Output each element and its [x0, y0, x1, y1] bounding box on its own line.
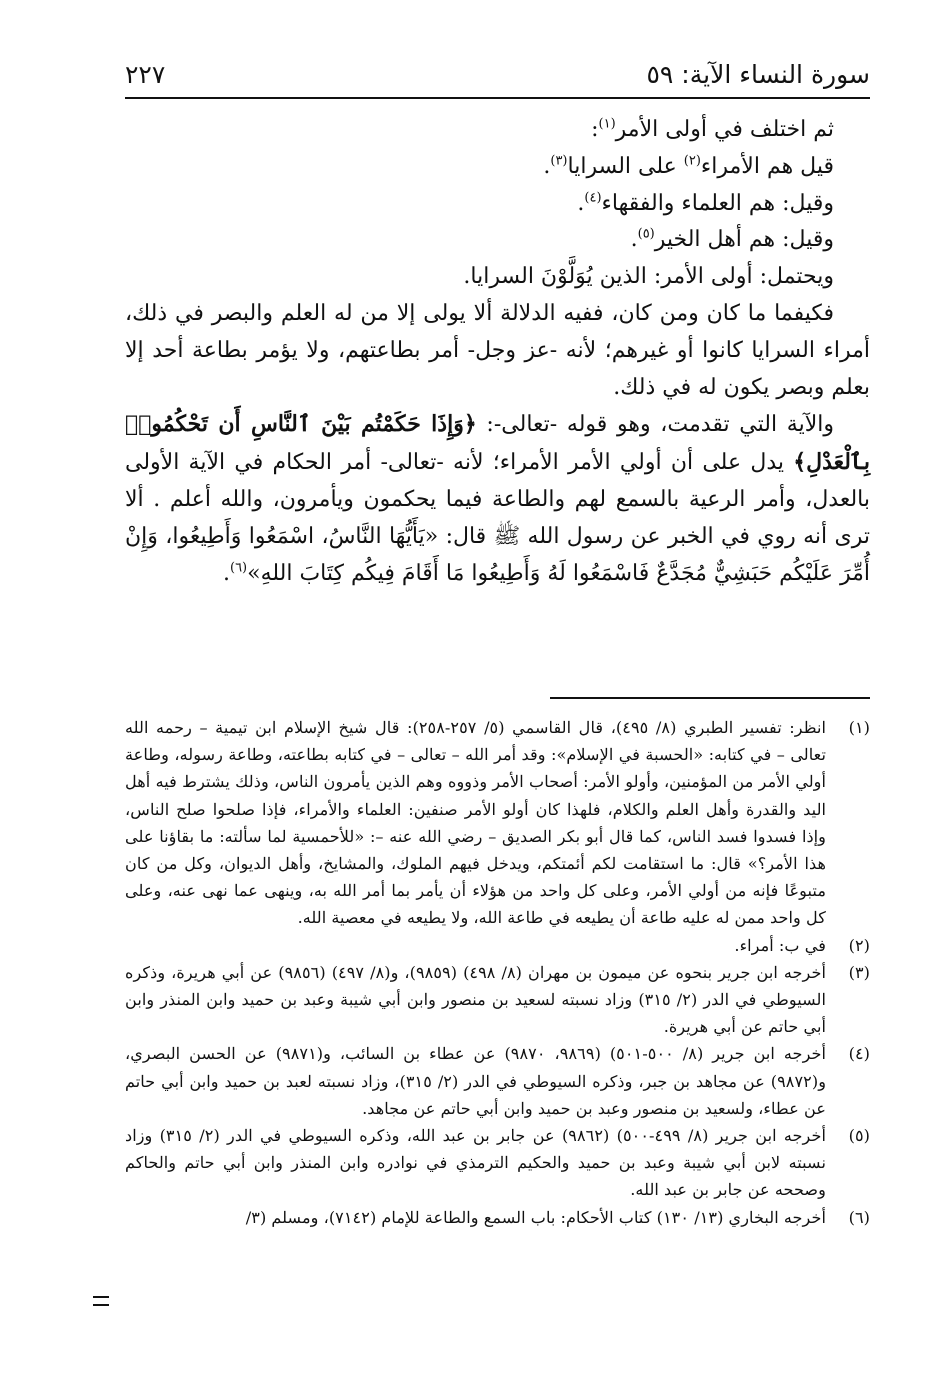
text-span: .	[543, 153, 551, 179]
footnote	[125, 932, 870, 959]
body-line	[125, 149, 870, 186]
main-text	[125, 112, 870, 592]
text-span: يدل على أن أولي الأمر الأمراء؛ لأنه -تعالى- أمر الحكام في الآية الأولى بالعدل، وأمر الرعية بالسمع لهم والطاعة فيما يحكمون ويأمرون، والله أعلم . ألا ترى أنه روي في الخبر عن رسول الله ﷺ قال: «يَأَيُّهَا النَّاسُ، اسْمَعُوا وَأَطِيعُوا، وَإِنْ أُمِّرَ عَلَيْكُم حَبَشِيٌّ مُجَدَّعٌ فَاسْمَعُوا لَهُ وَأَطِيعُوا مَا أَقَامَ فِيكُم كِتَابَ اللهِ»	[125, 450, 870, 586]
text-span: ثم اختلف في أولى الأمر	[615, 117, 834, 142]
text-span: :	[591, 117, 599, 142]
text-span: وقيل: هم العلماء والفقهاء	[601, 190, 834, 216]
page-number: ٢٢٧	[125, 60, 166, 89]
text-span: .	[630, 227, 638, 253]
footnote-text: أخرجه ابن جرير (٨/ ٤٩٩-٥٠٠) (٩٨٦٢) عن جابر بن عبد الله، وذكره السيوطي في الدر (٢/ ٣١٥) وزاد نسبته لابن أبي شيبة وعبد بن حميد والحكيم الترمذي في نوادره وابن المنذر وابن أبي حاتم والحاكم وصححه عن جابر بن عبد الله.	[125, 1126, 826, 1200]
footnote-ref: (٦)	[229, 560, 248, 576]
text-span: والآية التي تقدمت، وهو قوله -تعالى-:	[476, 412, 834, 438]
footnote-number: (٢)	[848, 935, 870, 955]
footnote	[125, 959, 870, 1041]
footnote	[125, 1040, 870, 1122]
footnote-ref: (٣)	[550, 153, 568, 169]
body-paragraph: فكيفما ما كان ومن كان، ففيه الدلالة ألا يولى إلا من له العلم والبصر في ذلك، أمراء السرايا كانوا أو غيرهم؛ لأنه -عز وجل- أمر بطاعتهم، ولا يؤمر بطاعة أحد إلا بعلم وبصر يكون له في ذلك.	[125, 300, 870, 400]
text-span: .	[577, 190, 585, 216]
header-title: سورة النساء الآية: ٥٩	[646, 60, 870, 89]
running-header	[125, 52, 870, 92]
body-line	[125, 186, 870, 223]
quran-verse: ﴿وَإِذَا حَكَمْتُم بَيْنَ ٱلنَّاسِ أَن تَحْكُمُوا۟ بِٱلْعَدْلِ﴾	[125, 411, 870, 476]
footnote-ref: (١)	[598, 116, 616, 132]
footnote-text: أخرجه ابن جرير (٨/ ٥٠٠-٥٠١) (٩٨٦٩، ٩٨٧٠) عن عطاء بن السائب، و(٩٨٧١) عن الحسن البصري، و(٩٨٧٢) عن مجاهد بن جبر، وذكره السيوطي في الدر (٢/ ٣١٥)، وزاد نسبته لعبد بن حميد وابن أبي حاتم عن عطاء، ولسعيد بن منصور وعبد بن حميد وابن أبي حاتم عن مجاهد.	[125, 1044, 827, 1118]
text-span: وقيل: هم أهل الخير	[654, 227, 834, 253]
body-paragraph	[125, 406, 870, 592]
footnote-number: (٤)	[848, 1044, 870, 1064]
footnote-text: في ب: أمراء.	[734, 935, 826, 955]
footnote-text: انظر: تفسير الطبري (٨/ ٤٩٥)، قال القاسمي (٥/ ٢٥٧-٢٥٨): قال شيخ الإسلام ابن تيمية – رحمه الله تعالى – في كتابه: «الحسبة في الإسلام»: وقد أمر الله – تعالى – في كتابه بطاعته، وطاعة رسوله، وطاعة أولي الأمر من المؤمنين، وأولو الأمر: أصحاب الأمر وذووه وهم الذين يأمرون الناس، وذلك يشترط فيه أهل اليد والقدرة وأهل العلم والكلام، فلهذا كان أولو الأمر صنفين: العلماء والأمراء، فإذا صلحوا صلح الناس، وإذا فسدوا فسد الناس، كما قال أبو بكر الصديق – رضي الله عنه –: «للأحمسية لما سألته: ما بقاؤنا على هذا الأمر؟» قال: ما استقامت لكم أئمتكم، ويدخل فيهم الملوك، والمشايخ، وأهل الديوان، وكل من كان متبوعًا فإنه من أولي الأمر، وعلى كل واحد من هؤلاء أن يأمر بما أمر الله به، وينهى عما نهى عنه، وعلى كل واحد ممن له عليه طاعة أن يطيعه في طاعة الله، ولا يطيعه في معصية الله.	[125, 718, 826, 928]
footnote-number: (١)	[848, 718, 870, 737]
footnote-number: (٥)	[848, 1126, 870, 1146]
header-rule	[125, 97, 870, 99]
body-line	[125, 222, 870, 259]
footnote-ref: (٥)	[637, 227, 655, 243]
body-line: ويحتمل: أولى الأمر: الذين يُوَلَّوْنَ السرايا.	[463, 264, 834, 290]
continuation-mark	[93, 1296, 109, 1306]
footnotes	[125, 714, 870, 1231]
footnote-text: أخرجه ابن جرير بنحوه عن ميمون بن مهران (٨/ ٤٩٨) (٩٨٥٩)، و(٨/ ٤٩٧) (٩٨٥٦) عن أبي هريرة، وذكره السيوطي في الدر (٢/ ٣١٥) وزاد نسبته لسعيد بن منصور وابن أبي شيبة وعبد بن حميد وابن المنذر وابن أبي حاتم عن أبي هريرة.	[125, 962, 826, 1037]
footnote-separator	[550, 697, 870, 699]
footnote-number: (٦)	[848, 1207, 870, 1227]
text-span: على السرايا	[567, 153, 684, 179]
footnote	[125, 1122, 870, 1204]
footnote-number: (٣)	[848, 962, 870, 982]
footnote-text: أخرجه البخاري (١٣/ ١٣٠) كتاب الأحكام: باب السمع والطاعة للإمام (٧١٤٢)، ومسلم (٣/	[245, 1207, 826, 1227]
footnote	[125, 714, 870, 932]
text-span: قيل هم الأمراء	[700, 153, 834, 179]
footnote	[125, 1204, 870, 1231]
text-span: .	[222, 560, 230, 586]
body-line	[125, 112, 870, 149]
footnote-ref: (٤)	[584, 190, 602, 206]
footnote-ref: (٢)	[683, 153, 701, 169]
